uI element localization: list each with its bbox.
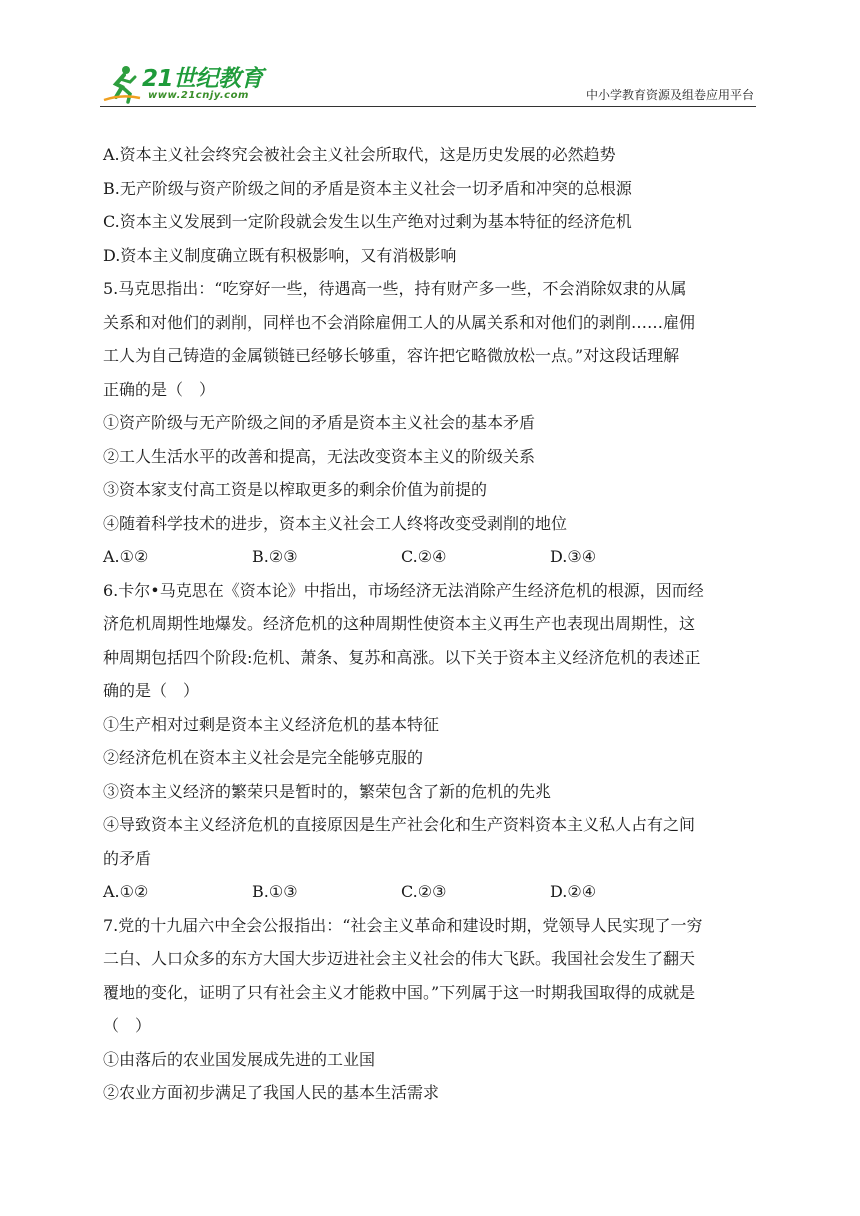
q6-stem-line: 种周期包括四个阶段:危机、萧条、复苏和高涨。以下关于资本主义经济危机的表述正 [103, 647, 701, 667]
q6-stem-line: 6.卡尔•马克思在《资本论》中指出，市场经济无法消除产生经济危机的根源，因而经 [103, 580, 704, 600]
q5-choice-b: B.②③ [252, 547, 298, 566]
platform-name: 中小学教育资源及组卷应用平台 [585, 88, 754, 102]
q5-item: ①资产阶级与无产阶级之间的矛盾是资本主义社会的基本矛盾 [103, 413, 536, 432]
q7-stem-line: 覆地的变化，证明了只有社会主义才能救中国。”下列属于这一时期我国取得的成就是 [103, 982, 696, 1002]
q4-option-b: B.无产阶级与资产阶级之间的矛盾是资本主义社会一切矛盾和冲突的总根源 [103, 178, 632, 198]
q5-choice-a: A.①② [103, 547, 149, 566]
q5-item: ②工人生活水平的改善和提高，无法改变资本主义的阶级关系 [103, 446, 536, 466]
q6-stem-line: 济危机周期性地爆发。经济危机的这种周期性使资本主义再生产也表现出周期性，这 [103, 614, 696, 633]
q5-item: ④随着科学技术的进步，资本主义社会工人终将改变受剥削的地位 [103, 513, 568, 533]
logo [102, 58, 272, 104]
q5-item: ③资本家支付高工资是以榨取更多的剩余价值为前提的 [103, 480, 488, 499]
q5-choice-c: C.②④ [401, 547, 447, 566]
q7-item: ①由落后的农业国发展成先进的工业国 [103, 1049, 376, 1069]
logo-text: 21世纪教育 [142, 66, 264, 92]
q5-stem-line: 正确的是（ ） [103, 379, 216, 399]
q6-choice-a: A.①② [103, 882, 149, 901]
q6-choices [103, 875, 753, 909]
q6-item: ①生产相对过剩是资本主义经济危机的基本特征 [103, 714, 440, 734]
q4-option-a: A.资本主义社会终究会被社会主义社会所取代，这是历史发展的必然趋势 [103, 145, 616, 164]
q6-choice-c: C.②③ [401, 882, 447, 901]
q6-item: 的矛盾 [103, 848, 152, 868]
q7-item: ②农业方面初步满足了我国人民的基本生活需求 [103, 1083, 440, 1102]
q5-choices [103, 540, 753, 574]
q6-stem-line: 确的是（ ） [103, 681, 200, 700]
question-content [103, 138, 753, 1110]
q6-item: ③资本主义经济的繁荣只是暂时的，繁荣包含了新的危机的先兆 [103, 781, 552, 801]
q6-choice-d: D.②④ [550, 882, 597, 901]
q5-stem-line: 5.马克思指出：“吃穿好一些，待遇高一些，持有财产多一些，不会消除奴隶的从属 [103, 279, 687, 298]
q7-stem-line: 二白、人口众多的东方大国大步迈进社会主义社会的伟大飞跃。我国社会发生了翻天 [103, 949, 696, 968]
q5-stem-line: 工人为自己铸造的金属锁链已经够长够重，容许把它略微放松一点。”对这段话理解 [103, 346, 680, 365]
q6-item: ④导致资本主义经济危机的直接原因是生产社会化和生产资料资本主义私人占有之间 [103, 815, 696, 834]
page-header [100, 58, 756, 107]
q6-item: ②经济危机在资本主义社会是完全能够克服的 [103, 748, 424, 767]
q4-option-c: C.资本主义发展到一定阶段就会发生以生产绝对过剩为基本特征的经济危机 [103, 212, 632, 231]
q5-choice-d: D.③④ [550, 547, 597, 566]
logo-url: www.21cnjy.com [148, 90, 249, 101]
runner-logo-icon [102, 64, 142, 104]
q7-stem-line: 7.党的十九届六中全会公报指出：“社会主义革命和建设时期，党领导人民实现了一穷 [103, 915, 703, 935]
q5-stem-line: 关系和对他们的剥削，同样也不会消除雇佣工人的从属关系和对他们的剥削……雇佣 [103, 312, 696, 332]
q6-choice-b: B.①③ [252, 882, 298, 901]
q4-option-d: D.资本主义制度确立既有积极影响，又有消极影响 [103, 245, 457, 265]
q7-stem-line: （ ） [103, 1016, 152, 1035]
